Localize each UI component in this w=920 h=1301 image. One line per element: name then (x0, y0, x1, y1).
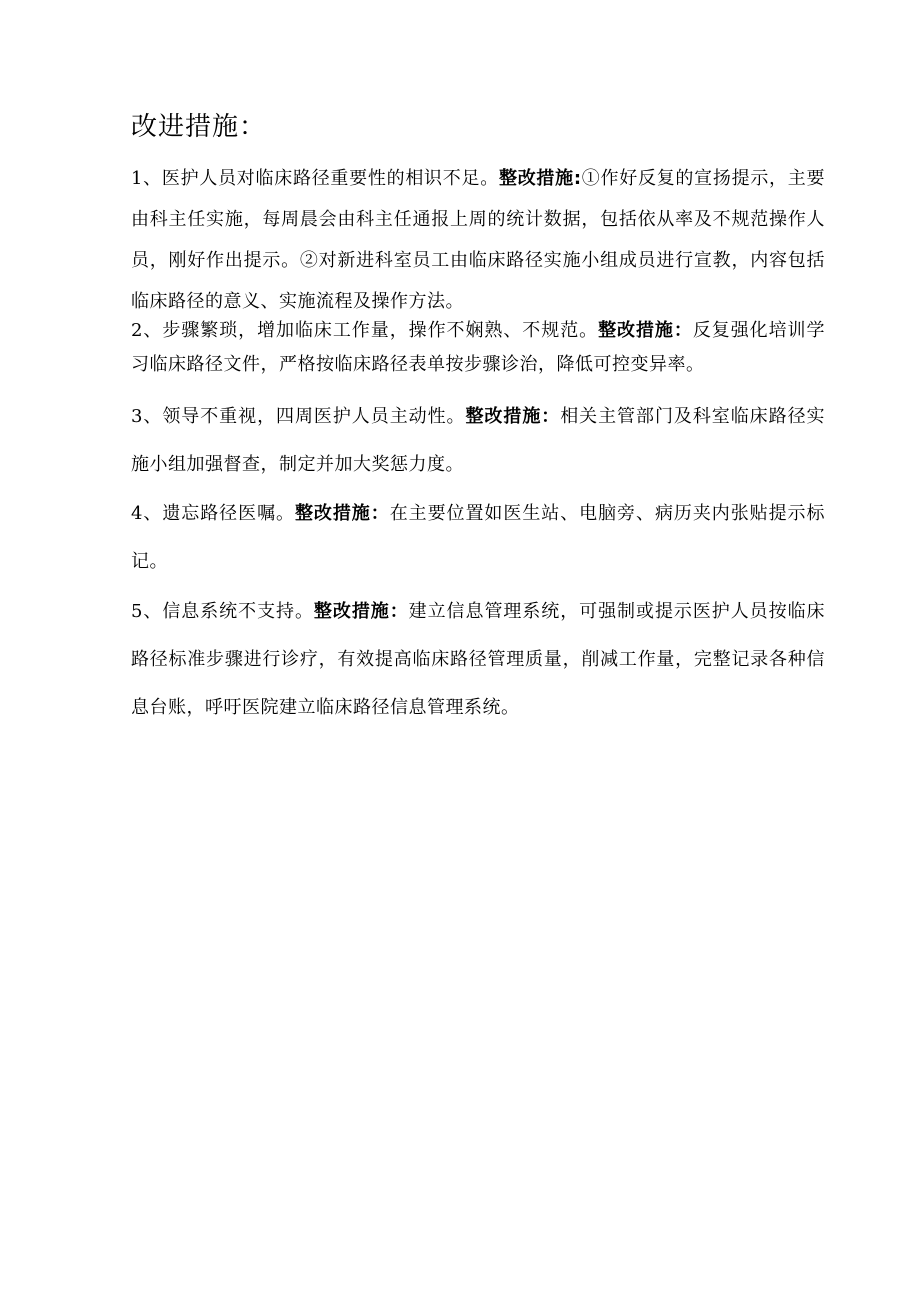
item-measure-label: 整改措施： (313, 601, 409, 622)
item-problem: 4、遗忘路径医嘱。 (131, 503, 295, 524)
item-problem: 1、医护人员对临床路径重要性的相识不足。 (131, 168, 499, 189)
item-problem: 5、信息系统不支持。 (131, 601, 314, 622)
item-measure-text: 建立信息管理系统，可强制或提示医护人员按临床路径标准步骤进行诊疗，有效提高临床路径管理质量，削减工作量，完整记录各种信息台账，呼吁医院建立临床路径信息管理系统。 (131, 601, 826, 718)
improvement-item-5 (131, 588, 825, 732)
item-problem: 3、领导不重视，四周医护人员主动性。 (131, 406, 466, 427)
item-measure-text: 相关主管部门及科室临床路径实施小组加强督查，制定并加大奖惩力度。 (131, 406, 826, 475)
item-measure-label: 整改措施: (498, 168, 582, 189)
item-problem: 2、步骤繁琐，增加临床工作量，操作不娴熟、不规范。 (131, 320, 599, 341)
document-title: 改进措施： (131, 112, 267, 142)
improvement-item-3 (131, 393, 825, 489)
item-measure-label: 整改措施： (294, 503, 390, 524)
item-measure-text: 在主要位置如医生站、电脑旁、病历夹内张贴提示标记。 (131, 503, 826, 572)
item-measure-text: ①作好反复的宣扬提示，主要由科主任实施，每周晨会由科主任通报上周的统计数据，包括依从率及不规范操作人员，刚好作出提示。②对新进科室员工由临床路径实施小组成员进行宣教，内容包括临床路径的意义、实施流程及操作方法。 (131, 168, 826, 312)
item-measure-label: 整改措施： (598, 320, 693, 341)
improvement-item-4 (131, 490, 825, 586)
improvement-item-1 (131, 158, 825, 322)
improvement-item-2 (131, 314, 825, 382)
item-measure-text: 反复强化培训学习临床路径文件，严格按临床路径表单按步骤诊治，降低可控变异率。 (131, 320, 826, 375)
item-measure-label: 整改措施： (465, 406, 561, 427)
